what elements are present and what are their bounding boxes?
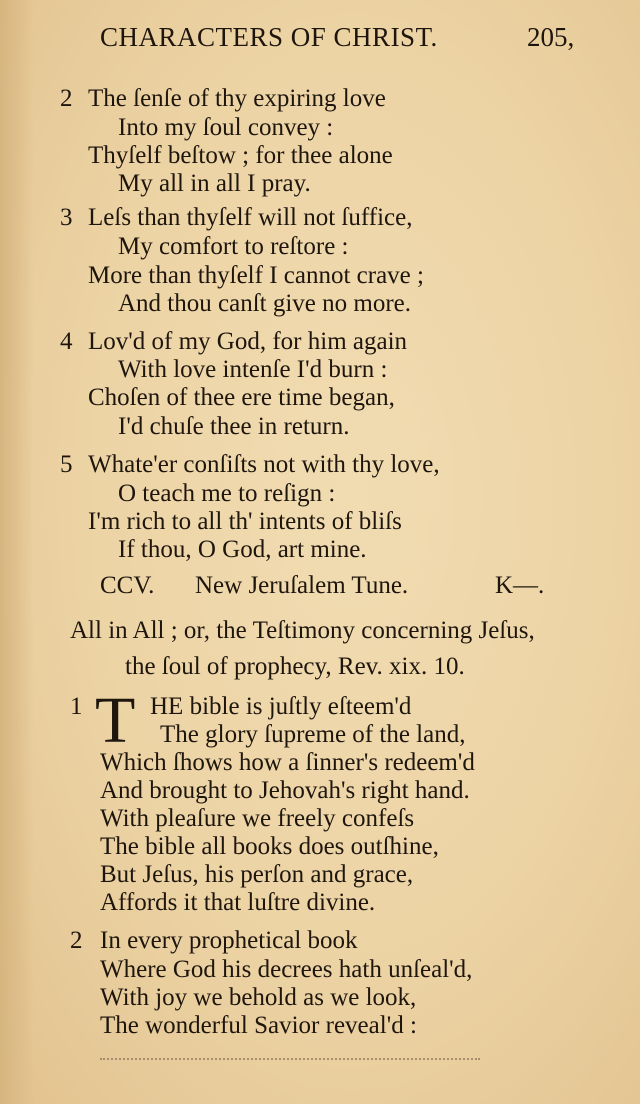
verse-line: The ſenſe of thy expiring love [88, 85, 386, 112]
tune-name: New Jeruſalem Tune. [195, 572, 409, 599]
verse-line: I'm rich to all th' intents of bliſs [88, 508, 402, 535]
verse-line: Lov'd of my God, for him again [88, 328, 408, 355]
verse-line: Thyſelf beſtow ; for thee alone [88, 142, 393, 169]
hymn-heading [100, 572, 544, 600]
stanza-line: HE bible is juſtly eſteem'd [150, 693, 412, 720]
page-number: 205, [527, 22, 575, 52]
verse-line: If thou, O God, art mine. [118, 536, 367, 563]
stanza-number: 2 [70, 927, 83, 954]
verse-number: 3 [60, 204, 73, 231]
hymn-number: CCV. [100, 572, 155, 599]
cut-off-line [100, 1048, 480, 1060]
stanza-line: The wonderful Savior reveal'd : [100, 1012, 417, 1039]
running-head: CHARACTERS OF CHRIST. [100, 22, 438, 52]
stanza-number: 1 [70, 693, 83, 720]
verse-line: With love intenſe I'd burn : [118, 356, 388, 383]
verse-number: 2 [60, 85, 73, 112]
stanza-line: In every prophetical book [100, 927, 358, 954]
composer: K—. [495, 572, 545, 599]
page-header [0, 22, 640, 62]
verse-line: And thou canſt give no more. [118, 290, 411, 317]
stanza-line: And brought to Jehovah's right hand. [100, 777, 470, 804]
verse-line: Choſen of thee ere time began, [88, 384, 395, 411]
stanza-line: The glory ſupreme of the land, [160, 721, 466, 748]
verse-line: My all in all I pray. [118, 170, 311, 197]
stanza-line: Where God his decrees hath unſeal'd, [100, 956, 473, 983]
hymn-title-line-1: All in All ; or, the Teſtimony concerning Jeſus, [70, 617, 535, 644]
drop-cap: T [95, 684, 136, 757]
hymn-title-line-2: the ſoul of prophecy, Rev. xix. 10. [125, 653, 465, 680]
stanza-line: With joy we behold as we look, [100, 984, 417, 1011]
verse-line: Into my ſoul convey : [118, 114, 334, 141]
verse-line: O teach me to reſign : [118, 480, 336, 507]
verse-line: My comfort to reſtore : [118, 233, 349, 260]
verse-line: Whate'er conſiſts not with thy love, [88, 451, 440, 478]
verse-number: 5 [60, 451, 73, 478]
verse-line: I'd chuſe thee in return. [118, 413, 350, 440]
verse-line: Leſs than thyſelf will not ſuffice, [88, 204, 413, 231]
stanza-line: Affords it that luſtre divine. [100, 889, 376, 916]
stanza-line: With pleaſure we freely confeſs [100, 805, 415, 832]
verse-line: More than thyſelf I cannot crave ; [88, 262, 424, 289]
stanza-line: Which ſhows how a ſinner's redeem'd [100, 749, 475, 776]
stanza-line: But Jeſus, his perſon and grace, [100, 861, 414, 888]
verse-number: 4 [60, 328, 73, 355]
stanza-line: The bible all books does outſhine, [100, 833, 439, 860]
